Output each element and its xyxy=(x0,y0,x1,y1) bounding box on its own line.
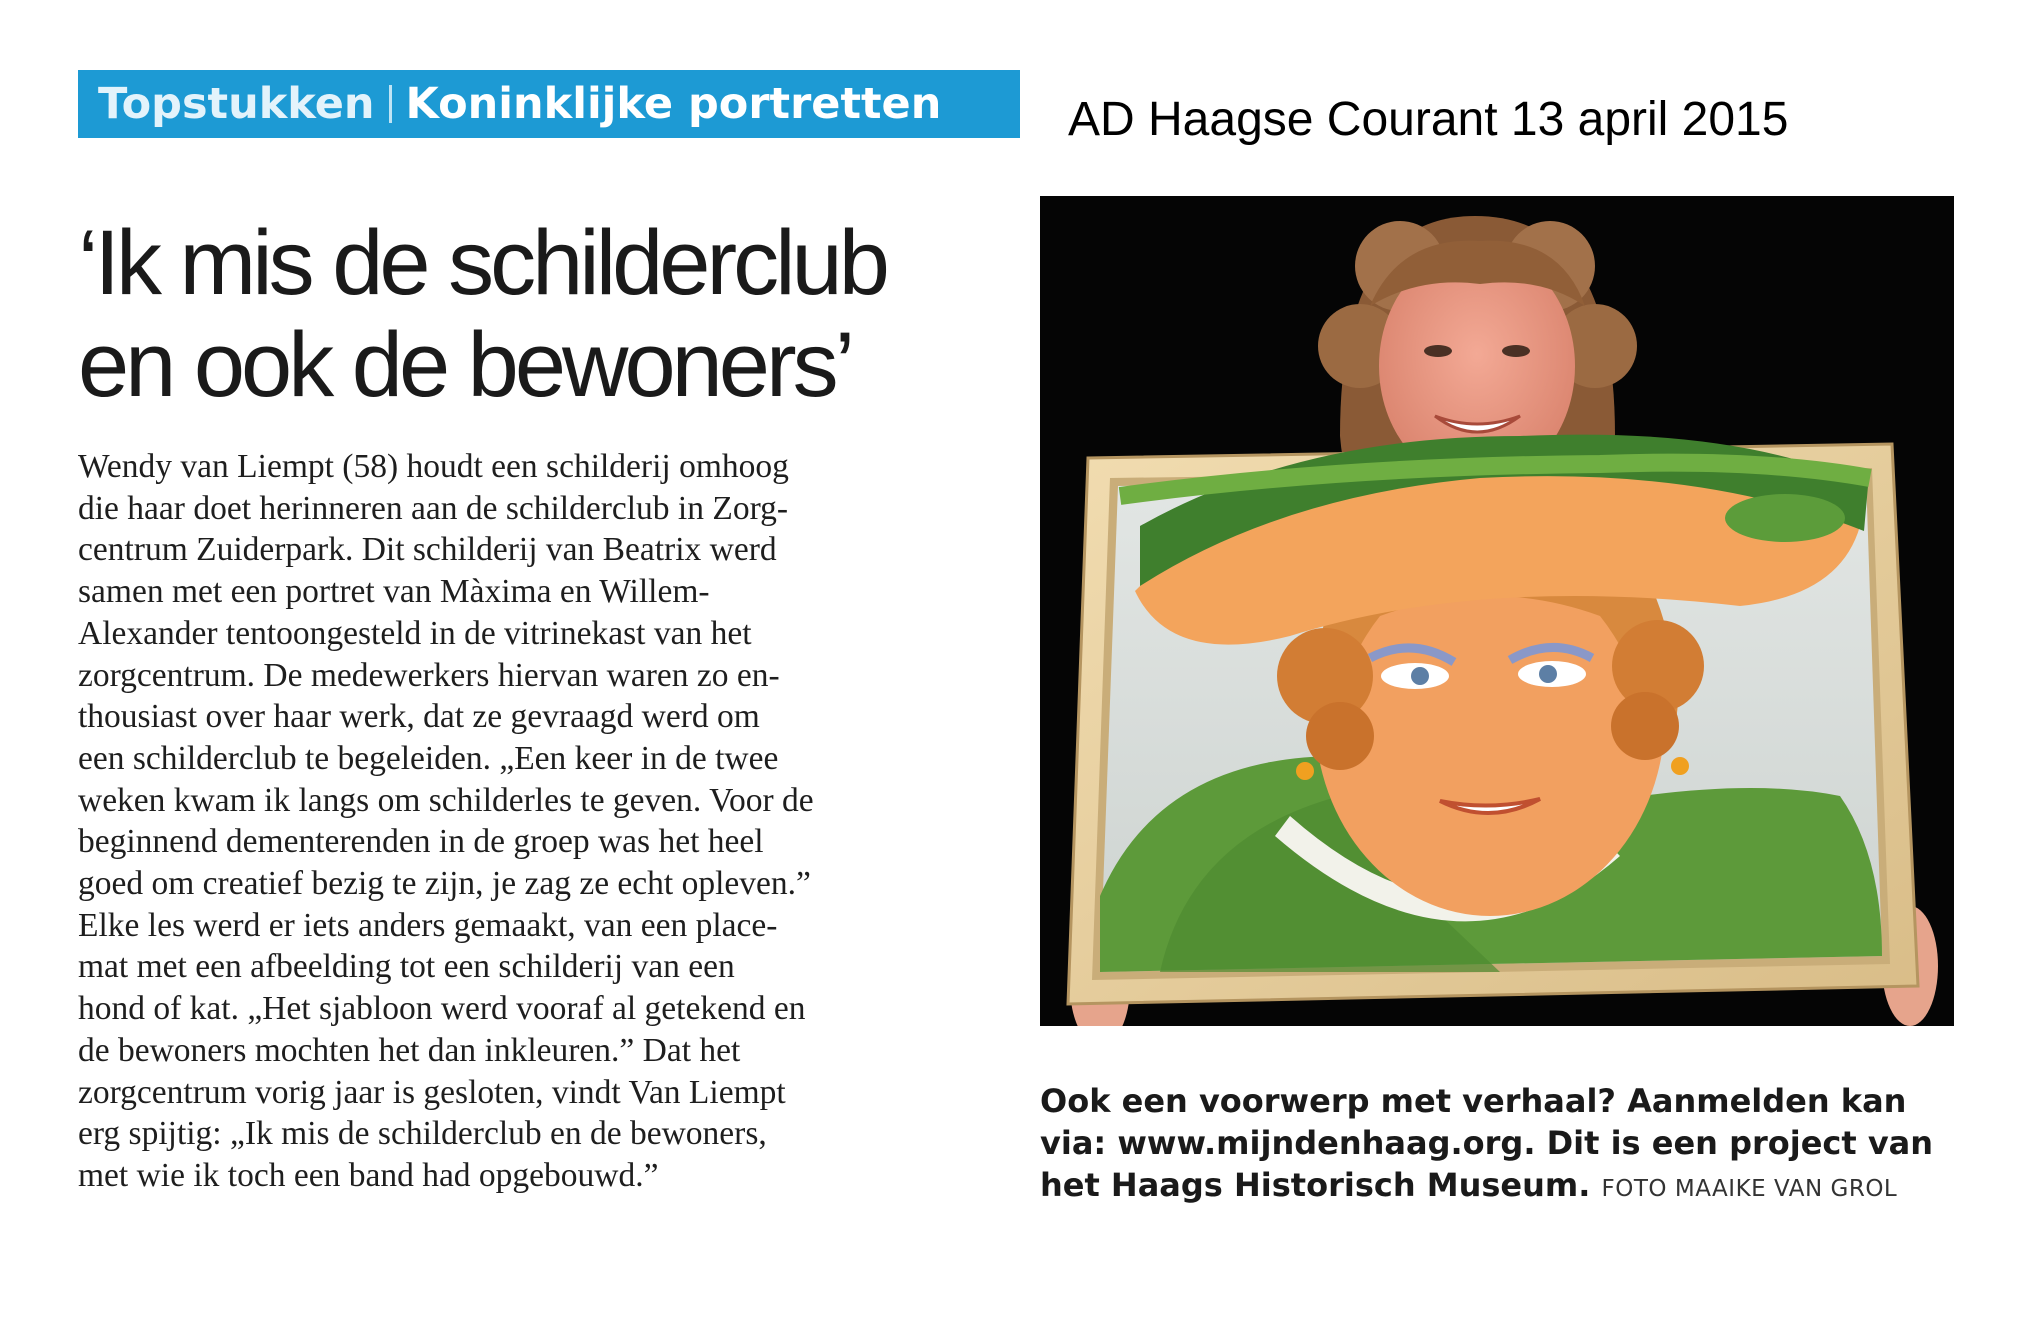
headline-line: en ook de bewoners’ xyxy=(78,314,852,416)
body-line: een schilderclub te begeleiden. „Een keer in de twee xyxy=(78,739,779,777)
body-line: samen met een portret van Màxima en Willem- xyxy=(78,573,710,611)
photo-credit: FOTO MAAIKE VAN GROL xyxy=(1601,1176,1898,1202)
body-line: thousiast over haar werk, dat ze gevraagd werd om xyxy=(78,698,760,736)
body-line: de bewoners mochten het dan inkleuren.” Dat het xyxy=(78,1031,741,1069)
banner-topic: Topstukken xyxy=(98,79,375,129)
newspaper-source: AD Haagse Courant 13 april 2015 xyxy=(1068,93,1789,146)
section-banner xyxy=(78,70,1020,138)
article-headline xyxy=(78,212,1038,416)
banner-divider xyxy=(389,85,392,123)
banner-series: Koninklijke portretten xyxy=(405,79,942,129)
body-line: met wie ik toch een band had opgebouwd.” xyxy=(78,1156,659,1194)
caption-text: het Haags Historisch Museum. xyxy=(1040,1166,1591,1204)
body-line: centrum Zuiderpark. Dit schilderij van Beatrix werd xyxy=(78,531,777,569)
body-line: Alexander tentoongesteld in de vitrinekast van het xyxy=(78,614,752,652)
caption-line-last xyxy=(1040,1164,1970,1210)
article-body xyxy=(78,446,1018,1197)
headline-line: ‘Ik mis de schilderclub xyxy=(78,212,886,314)
body-line: mat met een afbeelding tot een schilderij van een xyxy=(78,948,735,986)
article-photo xyxy=(1040,196,1954,1026)
body-line: Wendy van Liempt (58) houdt een schilderij omhoog xyxy=(78,448,789,485)
photo-woman-holding-portrait xyxy=(1040,196,1954,1026)
body-line: goed om creatief bezig te zijn, je zag ze echt opleven.” xyxy=(78,865,811,903)
photo-caption xyxy=(1040,1080,1970,1210)
body-line: beginnend dementerenden in de groep was het heel xyxy=(78,823,764,861)
body-line: zorgcentrum vorig jaar is gesloten, vindt Van Liempt xyxy=(78,1073,786,1111)
caption-line: Ook een voorwerp met verhaal? Aanmelden kan xyxy=(1040,1082,1907,1120)
body-line: weken kwam ik langs om schilderles te geven. Voor de xyxy=(78,781,814,819)
body-line: die haar doet herinneren aan de schilderclub in Zorg- xyxy=(78,489,789,527)
body-line: Elke les werd er iets anders gemaakt, van een place- xyxy=(78,906,778,944)
caption-line: via: www.mijndenhaag.org. Dit is een project van xyxy=(1040,1124,1934,1162)
body-line: hond of kat. „Het sjabloon werd vooraf al getekend en xyxy=(78,990,806,1028)
body-line: erg spijtig: „Ik mis de schilderclub en de bewoners, xyxy=(78,1115,767,1153)
body-line: zorgcentrum. De medewerkers hiervan waren zo en- xyxy=(78,656,780,694)
